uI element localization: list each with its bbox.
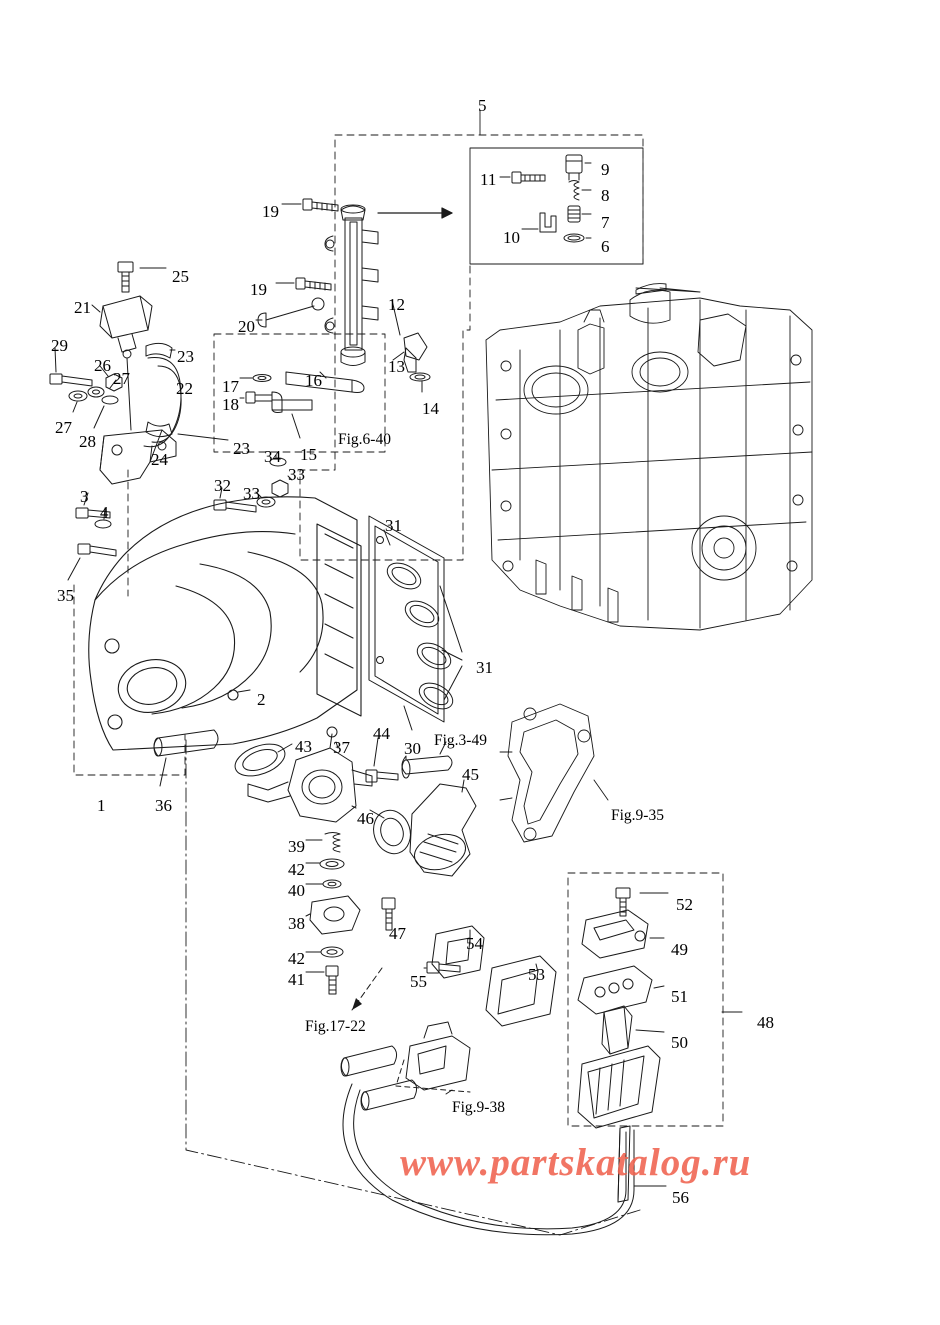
callout-4: 4 [100, 503, 109, 522]
callout-23-upper: 23 [177, 347, 194, 366]
callout-26: 26 [94, 356, 111, 375]
callout-46: 46 [357, 809, 374, 828]
callout-18: 18 [222, 395, 239, 414]
callout-56: 56 [672, 1188, 689, 1207]
figure-ref-9-38: Fig.9-38 [452, 1099, 505, 1116]
callout-22: 22 [176, 379, 193, 398]
callout-2: 2 [257, 690, 266, 709]
callout-32: 32 [214, 476, 231, 495]
callout-1: 1 [97, 796, 106, 815]
callout-33-lower: 33 [243, 484, 260, 503]
callout-6: 6 [601, 237, 610, 256]
callout-33-upper: 33 [288, 465, 305, 484]
callout-19-upper: 19 [262, 202, 279, 221]
callout-39: 39 [288, 837, 305, 856]
figure-ref-6-40: Fig.6-40 [338, 431, 391, 448]
callout-35: 35 [57, 586, 74, 605]
callout-12: 12 [388, 295, 405, 314]
callout-36: 36 [155, 796, 172, 815]
callout-53: 53 [528, 965, 545, 984]
callout-42-upper: 42 [288, 860, 305, 879]
figure-ref-17-22: Fig.17-22 [305, 1018, 366, 1035]
callout-42-lower: 42 [288, 949, 305, 968]
callout-38: 38 [288, 914, 305, 933]
callout-23-lower: 23 [233, 439, 250, 458]
callout-55: 55 [410, 972, 427, 991]
callout-31-upper: 31 [385, 516, 402, 535]
callout-50: 50 [671, 1033, 688, 1052]
callout-31-lower: 31 [476, 658, 493, 677]
callout-28: 28 [79, 432, 96, 451]
callout-47: 47 [389, 924, 406, 943]
figure-ref-9-35: Fig.9-35 [611, 807, 664, 824]
site-watermark: www.partskatalog.ru [400, 1141, 752, 1184]
callout-5: 5 [478, 96, 487, 115]
callout-20: 20 [238, 317, 255, 336]
callout-21: 21 [74, 298, 91, 317]
callout-27-lower: 27 [55, 418, 72, 437]
figure-ref-3-49: Fig.3-49 [434, 732, 487, 749]
callout-51: 51 [671, 987, 688, 1006]
callout-9: 9 [601, 160, 610, 179]
callout-52: 52 [676, 895, 693, 914]
callout-40: 40 [288, 881, 305, 900]
callout-43: 43 [295, 737, 312, 756]
callout-27-upper: 27 [113, 369, 130, 388]
callout-24: 24 [151, 450, 168, 469]
callout-29: 29 [51, 336, 68, 355]
callout-25: 25 [172, 267, 189, 286]
callout-45: 45 [462, 765, 479, 784]
callout-34: 34 [264, 447, 281, 466]
callout-14: 14 [422, 399, 439, 418]
callout-11: 11 [480, 170, 497, 189]
callout-16: 16 [305, 371, 322, 390]
callout-30: 30 [404, 739, 421, 758]
callout-7: 7 [601, 213, 610, 232]
callout-37: 37 [333, 738, 350, 757]
callout-10: 10 [503, 228, 520, 247]
callout-19-lower: 19 [250, 280, 267, 299]
callout-3: 3 [80, 487, 89, 506]
callout-13: 13 [388, 357, 405, 376]
callout-54: 54 [466, 934, 483, 953]
callout-17: 17 [222, 377, 239, 396]
callout-44: 44 [373, 724, 390, 743]
callout-15: 15 [300, 445, 317, 464]
callout-8: 8 [601, 186, 610, 205]
callout-48: 48 [757, 1013, 774, 1032]
callout-41: 41 [288, 970, 305, 989]
callout-49: 49 [671, 940, 688, 959]
